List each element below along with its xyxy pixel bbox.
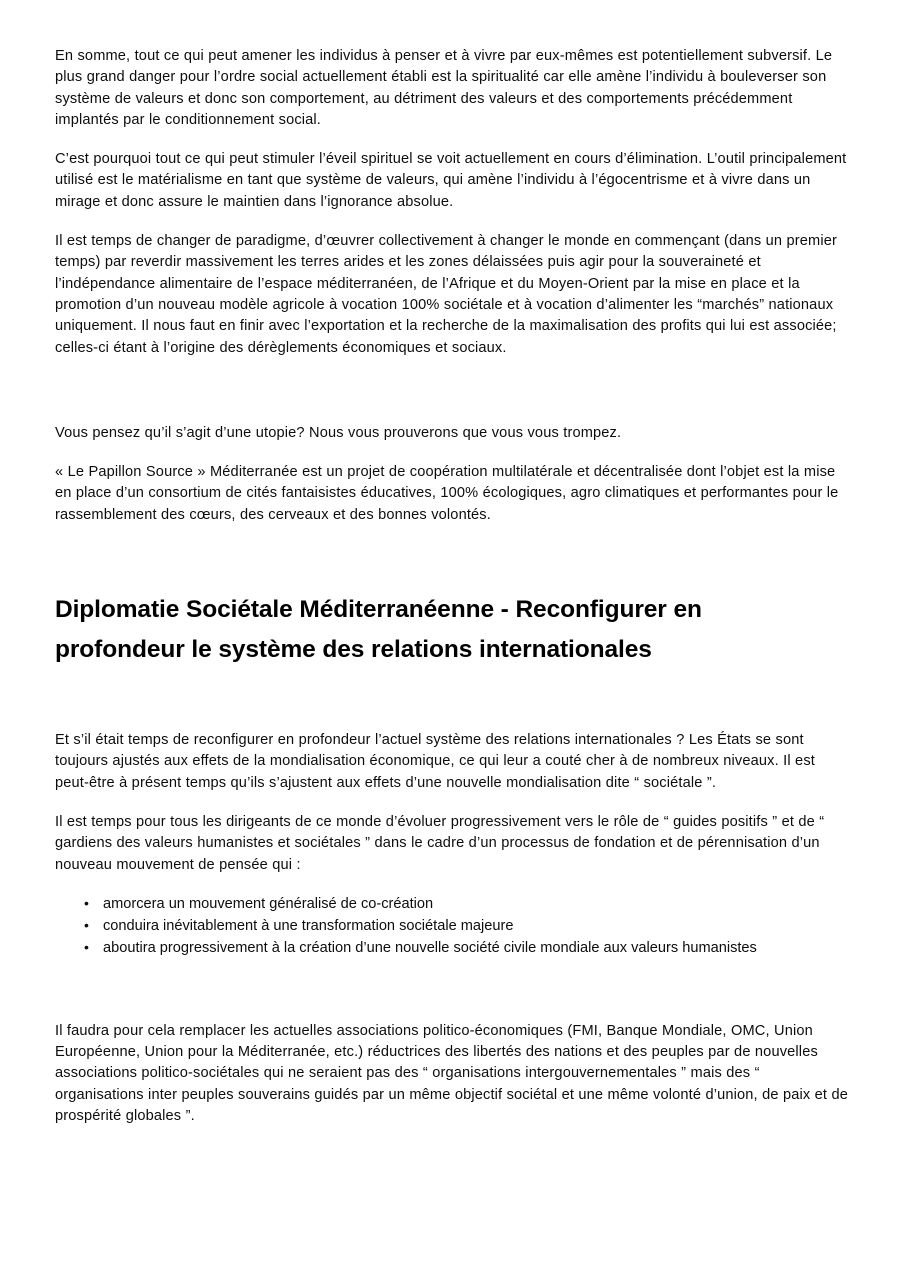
section-spacer-1 [55,377,852,423]
paragraph-changer-paradigme: Il est temps de changer de paradigme, d’œuvrer collectivement à changer le monde en commençant (dans un premier temps) par reverdir massivement les terres arides et les zones délaissées puis agir pour la souveraineté et l’indépendance alimentaire de l’espace méditerranéen, de l’Afrique et du Moyen-Orient par la mise en place et la promotion d’un nouveau modèle agricole à vocation 100% sociétale et à vocation d’alimenter les “marchés” nationaux uniquement. Il nous faut en finir avec l’exportation et la recherche de la maximalisation des profits qui lui est associée; celles-ci étant à l’origine des dérèglements économiques et sociaux. [55,233,838,356]
paragraph-utopie: Vous pensez qu’il s’agit d’une utopie? Nous vous prouverons que vous vous trompez. [55,424,622,441]
bullet-list-mouvement-pensee [55,894,852,960]
list-item: • aboutira progressivement à la création d’une nouvelle société civile mondiale aux valeurs humanistes [55,938,852,959]
section-spacer-4 [55,961,852,1007]
section-heading-diplomatie-societale: Diplomatie Sociétale Méditerranéenne - Reconfigurer en profondeur le système des relations internationales [55,596,702,664]
paragraph-dirigeants-guides-positifs: Il est temps pour tous les dirigeants de ce monde d’évoluer progressivement vers le rôle de “ guides positifs ” et de “ gardiens des valeurs humanistes et sociétales ” dans le cadre d’un processus de fondation et de pérennisation d’un nouveau mouvement de pensée qui : [55,813,825,873]
document-content-column [55,46,852,1145]
paragraph-papillon-source: « Le Papillon Source » Méditerranée est un projet de coopération multilatérale et décentralisée dont l’objet est la mise en place d’un consortium de cités fantaisistes éducatives, 100% écologiques, agro climatiques et performantes pour le rassemblement des cœurs, des cerveaux et des bonnes volontés. [55,464,839,523]
list-item: • conduira inévitablement à une transformation sociétale majeure [55,916,852,937]
section-spacer-3 [55,670,852,716]
section-spacer-3b [55,716,852,730]
section-spacer-2 [55,544,852,590]
paragraph-eveil-spirituel: C’est pourquoi tout ce qui peut stimuler l’éveil spirituel se voit actuellement en cours d’élimination. L’outil principalement utilisé est le matérialisme en tant que système de valeurs, qui amène l’individu à l’égocentrisme et à vivre dans un mirage et donc assure le maintien dans l’ignorance absolue. [55,151,847,210]
list-item: • amorcera un mouvement généralisé de co-création [55,894,852,915]
section-spacer-4b [55,1007,852,1021]
paragraph-associations-politico-societales: Il faudra pour cela remplacer les actuelles associations politico-économiques (FMI, Banque Mondiale, OMC, Union Européenne, Union pour la Méditerranée, etc.) réductrices des libertés des nations et des peuples par de nouvelles associations politico-sociétales qui ne seraient pas des “ organisations intergouvernementales ” mais des “ organisations inter peuples souverains guidés par un même objectif sociétal et une même volonté d’union, de paix et de prospérité globales ”. [55,1022,848,1124]
paragraph-subversif: En somme, tout ce qui peut amener les individus à penser et à vivre par eux-mêmes est potentiellement subversif. Le plus grand danger pour l’ordre social actuellement établi est la spiritualité car elle amène l’individu à bouleverser son système de valeurs et donc son comportement, au détriment des valeurs et des comportements précédemment implantés par le conditionnement social. [55,48,833,128]
paragraph-relations-internationales: Et s’il était temps de reconfigurer en profondeur l’actuel système des relations internationales ? Les États se sont toujours ajustés aux effets de la mondialisation économique, ce qui leur a couté cher à de nombreux niveaux. Il est peut-être à présent temps qu’ils s’ajustent aux effets d’une nouvelle mondialisation dite “ sociétale ”. [55,732,815,791]
